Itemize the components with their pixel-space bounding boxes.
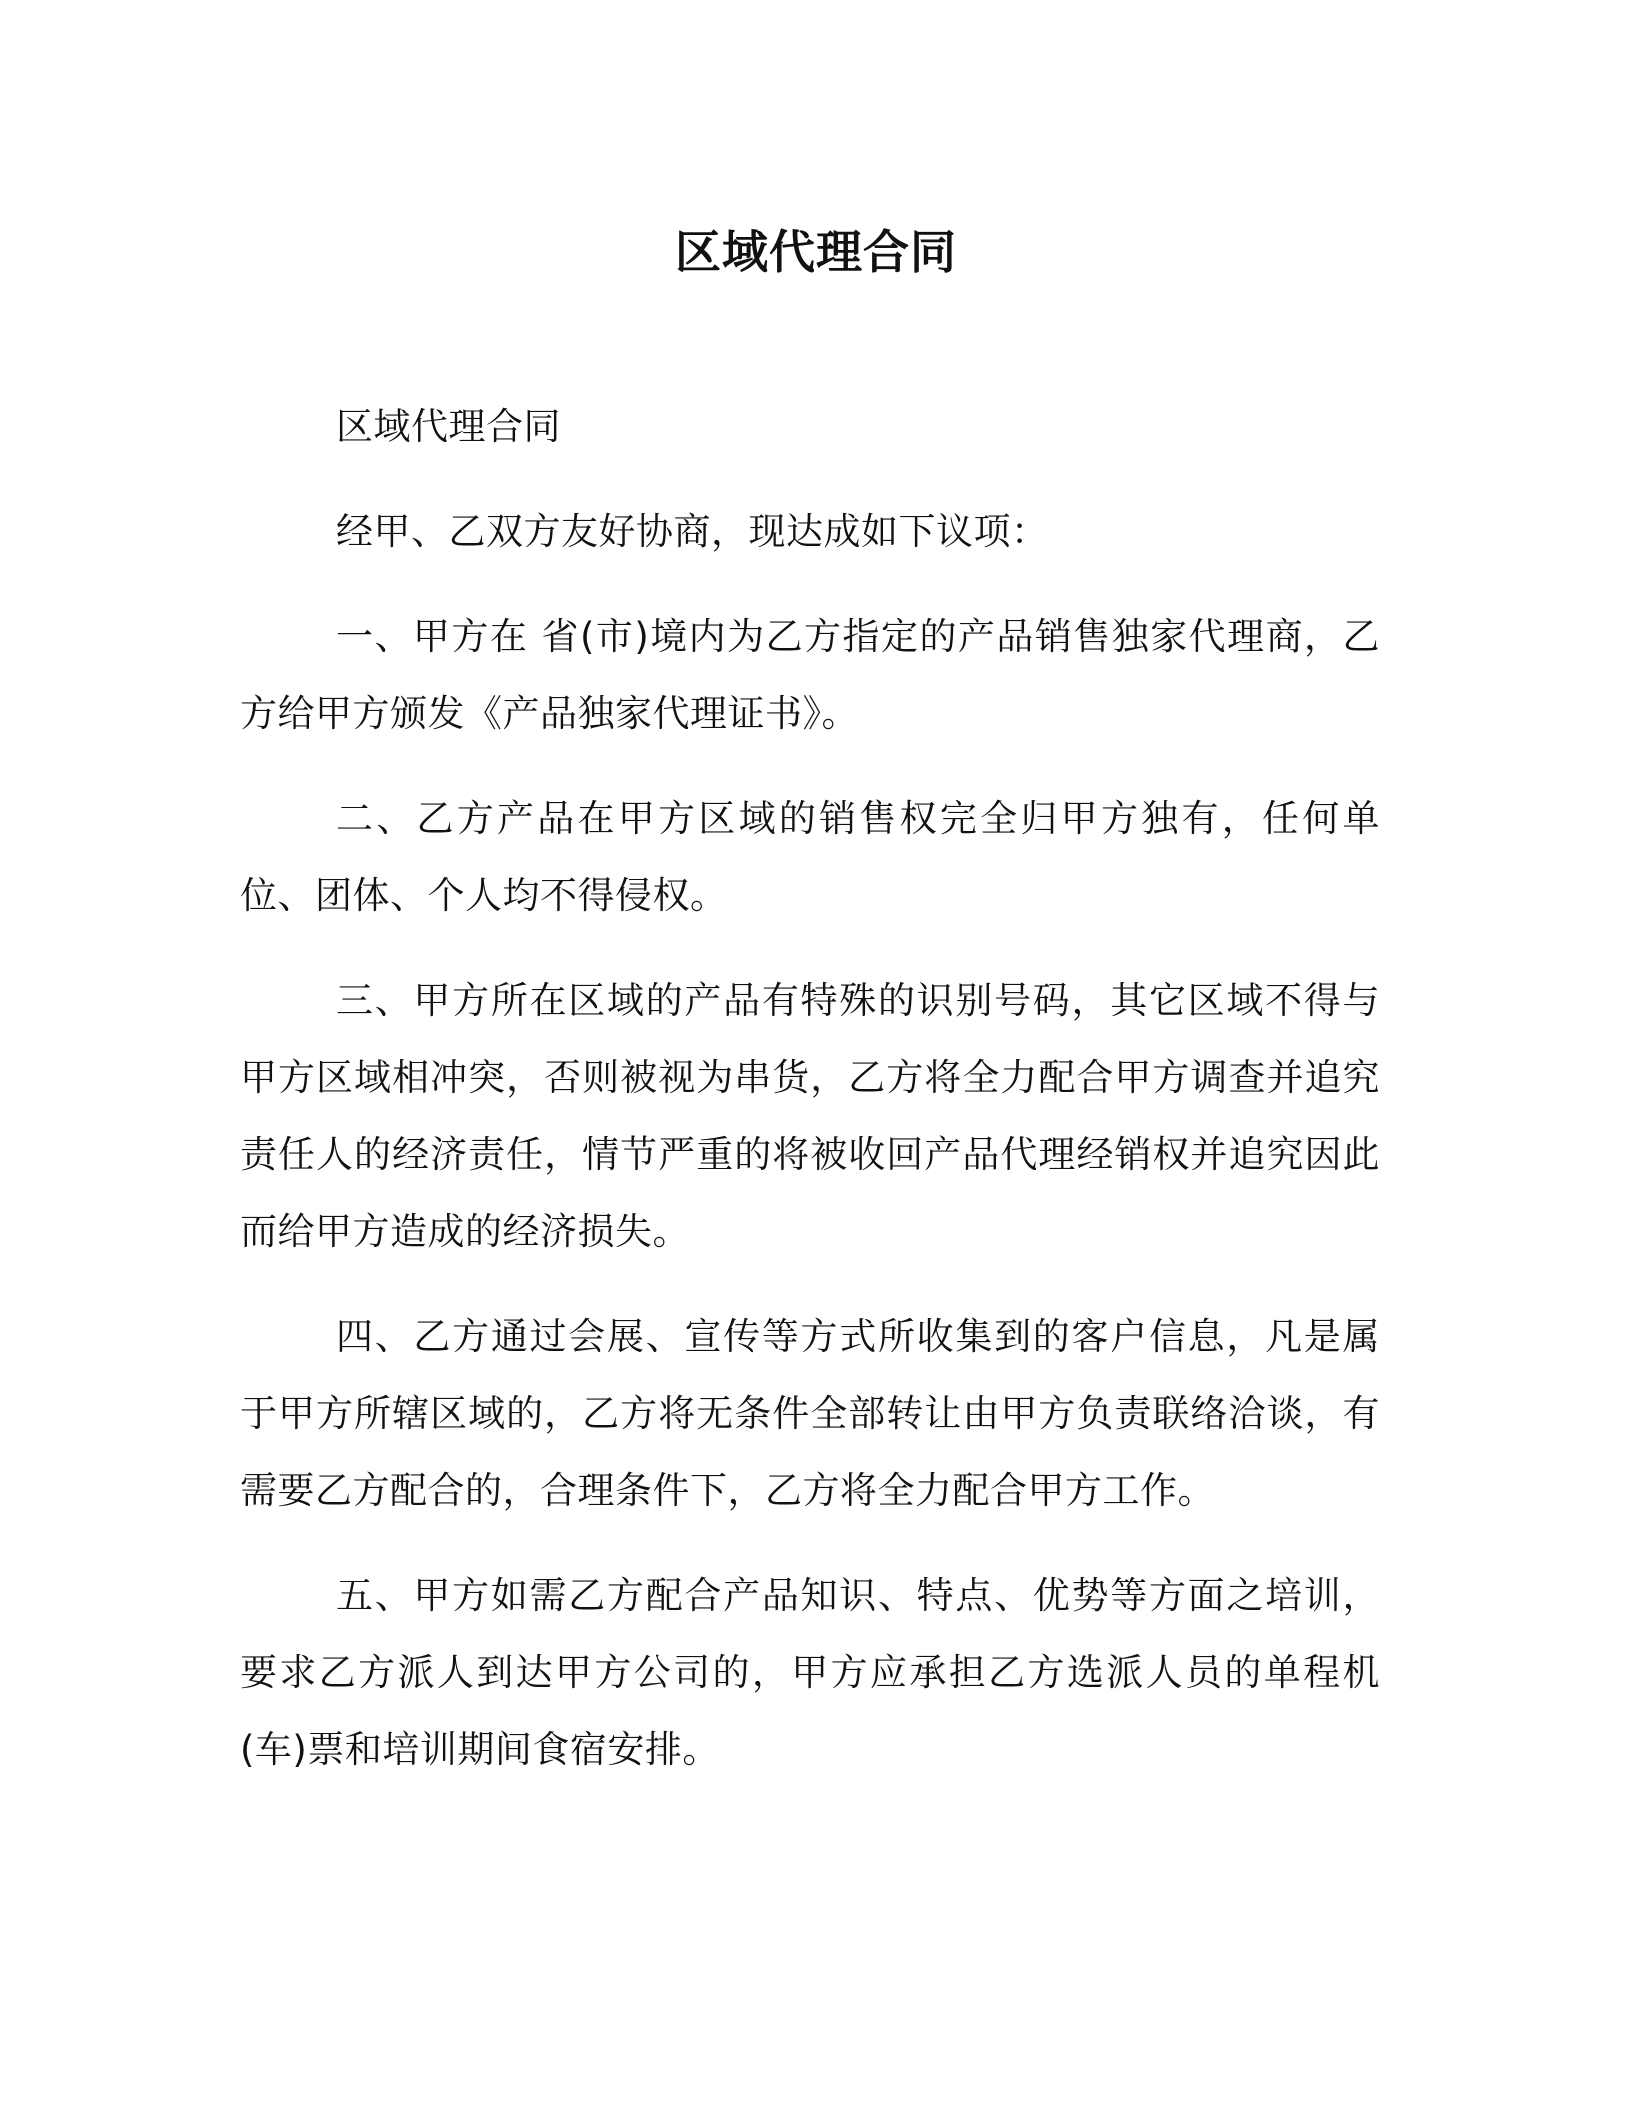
paragraph-clause-4: 四、乙方通过会展、宣传等方式所收集到的客户信息，凡是属于甲方所辖区域的，乙方将无条件全部转让由甲方负责联络洽谈，有需要乙方配合的，合理条件下，乙方将全力配合甲方工作。	[240, 1315, 1380, 1512]
document-title: 区域代理合同	[675, 225, 957, 279]
paragraph-subtitle: 区域代理合同	[336, 405, 561, 448]
paragraph-clause-1: 一、甲方在 省(市)境内为乙方指定的产品销售独家代理商，乙方给甲方颁发《产品独家代理证书》。	[240, 615, 1380, 735]
paragraph-clause-2: 二、乙方产品在甲方区域的销售权完全归甲方独有，任何单位、团体、个人均不得侵权。	[240, 797, 1380, 917]
document-body	[240, 388, 1380, 1816]
paragraph-preamble: 经甲、乙双方友好协商，现达成如下议项：	[336, 510, 1049, 553]
paragraph-clause-5: 五、甲方如需乙方配合产品知识、特点、优势等方面之培训，要求乙方派人到达甲方公司的，甲方应承担乙方选派人员的单程机(车)票和培训期间食宿安排。	[240, 1574, 1380, 1771]
paragraph-clause-3: 三、甲方所在区域的产品有特殊的识别号码，其它区域不得与甲方区域相冲突，否则被视为串货，乙方将全力配合甲方调查并追究责任人的经济责任，情节严重的将被收回产品代理经销权并追究因此而给甲方造成的经济损失。	[240, 979, 1380, 1253]
